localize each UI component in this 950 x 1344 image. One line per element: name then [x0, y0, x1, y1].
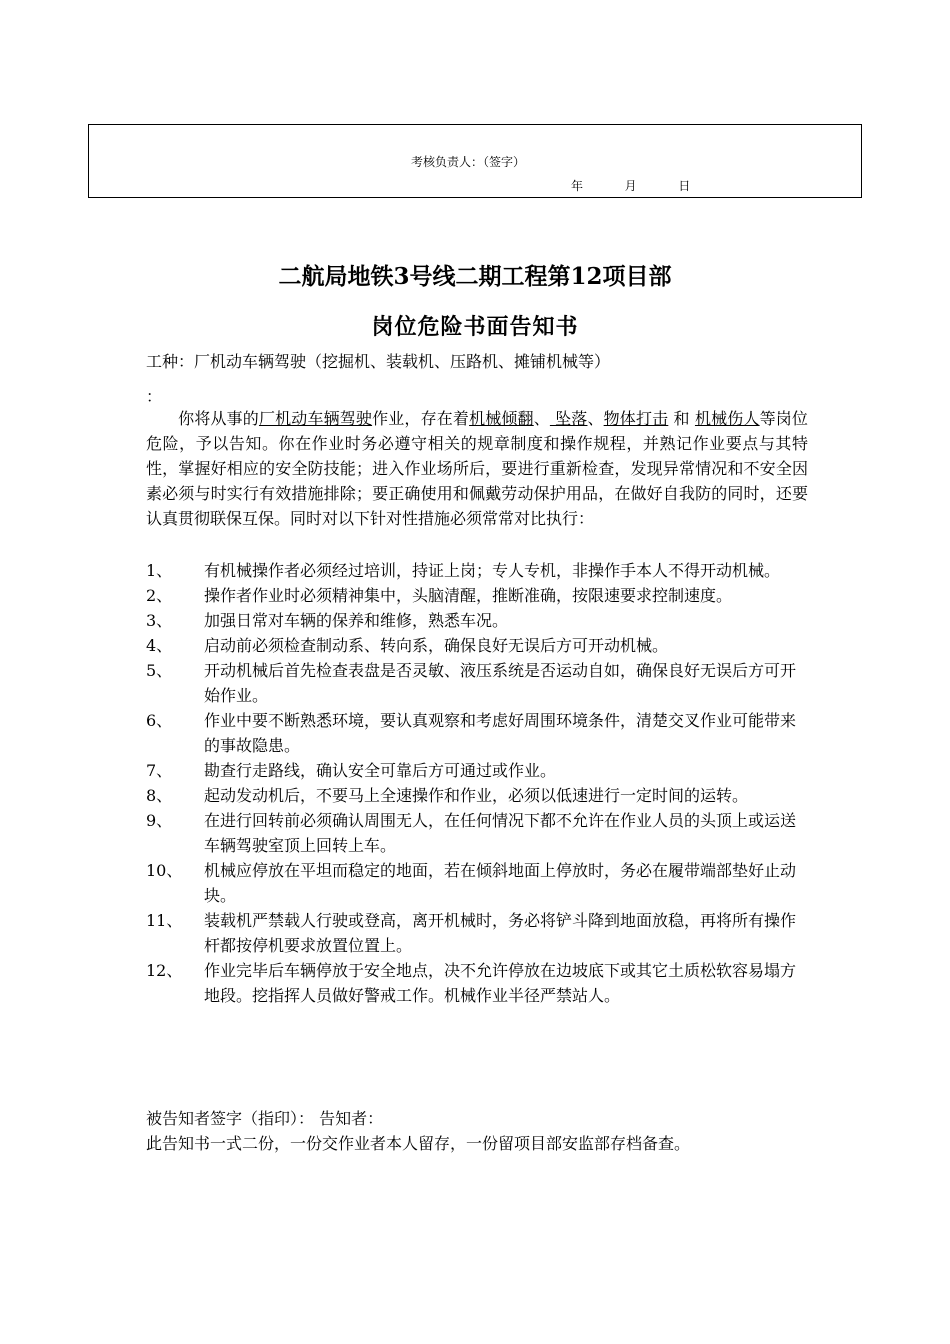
item-text: 有机械操作者必须经过培训，持证上岗；专人专机，非操作手本人不得开动机械。 — [204, 561, 781, 580]
hazard-overturn: 机械倾翻 — [469, 409, 534, 428]
assessor-signature-label: 考核负责人：（签字） — [411, 155, 526, 169]
list-item — [146, 858, 808, 908]
intro-text-1: 你将从事的 — [178, 409, 259, 428]
item-number: 1、 — [146, 561, 173, 580]
list-item — [146, 808, 808, 858]
item-text: 装载机严禁载人行驶或登高，离开机械时，务必将铲斗降到地面放稳，再将所有操作杆都按停机要求放置位置上。 — [204, 911, 797, 955]
item-number: 3、 — [146, 611, 173, 630]
item-number: 6、 — [146, 711, 173, 730]
item-number: 10、 — [146, 861, 183, 880]
item-text: 开动机械后首先检查表盘是否灵敏、液压系统是否运动自如，确保良好无误后方可开始作业。 — [204, 661, 797, 705]
colon-mark: ： — [146, 387, 163, 406]
item-number: 7、 — [146, 761, 173, 780]
signature-date — [571, 177, 690, 194]
item-text: 作业中要不断熟悉环境，要认真观察和考虑好周围环境条件，清楚交叉作业可能带来的事故隐患。 — [204, 711, 797, 755]
item-text: 操作者作业时必须精神集中，头脑清醒，推断准确，按限速要求控制速度。 — [204, 586, 733, 605]
list-item — [146, 658, 808, 708]
date-day-label: 日 — [678, 179, 691, 193]
document-title-notice: 岗位危险书面告知书 — [371, 314, 579, 340]
item-text: 勘查行走路线，确认安全可靠后方可通过或作业。 — [204, 761, 557, 780]
list-item — [146, 758, 808, 783]
item-text: 启动前必须检查制动系、转向系，确保良好无误后方可开动机械。 — [204, 636, 669, 655]
signature-line: 被告知者签字（指印）： 告知者： — [146, 1109, 384, 1128]
separator: 、 — [533, 409, 550, 428]
item-text: 在进行回转前必须确认周围无人，在任何情况下都不允许在作业人员的头顶上或运送车辆驾驶室顶上回转上车。 — [204, 811, 797, 855]
item-number: 4、 — [146, 636, 173, 655]
item-number: 8、 — [146, 786, 173, 805]
measures-list — [146, 558, 808, 1008]
copies-note: 此告知书一式二份，一份交作业者本人留存，一份留项目部安监部存档备查。 — [146, 1134, 691, 1153]
separator: 、 — [587, 409, 604, 428]
job-name-underlined: 厂机动车辆驾驶 — [258, 409, 373, 428]
item-text: 加强日常对车辆的保养和维修，熟悉车况。 — [204, 611, 509, 630]
list-item — [146, 583, 808, 608]
assessment-signature-box — [88, 124, 862, 198]
list-item — [146, 908, 808, 958]
hazard-fall: 坠落 — [549, 409, 588, 428]
list-item — [146, 958, 808, 1008]
item-text: 机械应停放在平坦而稳定的地面，若在倾斜地面上停放时，务必在履带端部垫好止动块。 — [204, 861, 797, 905]
hazard-machine-injury: 机械伤人 — [694, 409, 760, 428]
list-item — [146, 633, 808, 658]
item-number: 9、 — [146, 811, 173, 830]
item-number: 2、 — [146, 586, 173, 605]
list-item — [146, 708, 808, 758]
date-month-label: 月 — [624, 179, 637, 193]
item-number: 12、 — [146, 961, 183, 980]
list-item — [146, 783, 808, 808]
item-text: 作业完毕后车辆停放于安全地点，决不允许停放在边坡底下或其它土质松软容易塌方地段。挖指挥人员做好警戒工作。机械作业半径严禁站人。 — [204, 961, 797, 1005]
list-item — [146, 608, 808, 633]
list-item — [146, 558, 808, 583]
item-number: 5、 — [146, 661, 173, 680]
intro-text-4: 等岗位危险，予以告知。你在作业时务必遵守相关的规章制度和操作规程，并熟记作业要点与其特性，掌握好相应的安全防技能；进入作业场所后，要进行重新检查，发现异常情况和不安全因素必须与时实行有效措施排除；要正确使用和佩戴劳动保护用品，在做好自我防的同时，还要认真贯彻联保互保。同时对以下针对性措施必须常常对比执行： — [146, 409, 808, 528]
intro-paragraph — [146, 406, 808, 531]
hazard-object-strike: 物体打击 — [603, 409, 669, 428]
item-number: 11、 — [146, 911, 183, 930]
intro-text-2: 作业，存在着 — [372, 409, 470, 428]
document-title-project: 二航局地铁3号线二期工程第12项目部 — [278, 263, 672, 290]
date-year-label: 年 — [571, 179, 584, 193]
item-text: 起动发动机后，不要马上全速操作和作业，必须以低速进行一定时间的运转。 — [204, 786, 749, 805]
job-type-line: 工种：厂机动车辆驾驶（挖掘机、装载机、压路机、摊铺机械等） — [146, 352, 611, 371]
intro-text-3: 和 — [668, 409, 695, 428]
